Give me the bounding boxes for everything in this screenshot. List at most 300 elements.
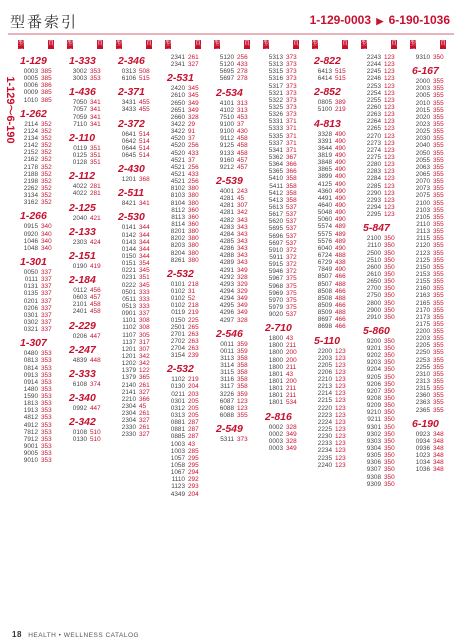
page-ref: 123 bbox=[384, 54, 395, 61]
page-ref: 371 bbox=[286, 125, 297, 133]
model-number: 8698 bbox=[317, 323, 332, 331]
model-number: 1800 bbox=[268, 342, 283, 350]
page-ref: 350 bbox=[384, 395, 395, 403]
page-ref: 123 bbox=[384, 161, 395, 169]
index-row bbox=[165, 192, 213, 199]
index-row bbox=[361, 285, 409, 292]
page-ref: 261 bbox=[139, 410, 150, 418]
index-row bbox=[165, 200, 213, 207]
page-ref: 337 bbox=[41, 276, 52, 284]
model-number: 1057 bbox=[170, 454, 185, 462]
model-number: 4293 bbox=[219, 280, 234, 288]
page-ref: 219 bbox=[335, 106, 346, 114]
index-row bbox=[18, 135, 66, 142]
model-number: 0102 bbox=[170, 295, 185, 303]
index-row bbox=[312, 202, 360, 209]
model-number: 2123 bbox=[415, 249, 430, 257]
page-ref: 350 bbox=[384, 278, 395, 286]
model-number: 6414 bbox=[317, 75, 332, 83]
model-number: 2244 bbox=[366, 61, 381, 69]
index-row bbox=[263, 225, 311, 232]
model-number: 1101 bbox=[122, 317, 136, 325]
index-row bbox=[263, 254, 311, 261]
page-ref: 123 bbox=[335, 440, 346, 448]
model-number: 0913 bbox=[23, 371, 38, 379]
model-number: 2365 bbox=[415, 406, 430, 414]
page-ref: 355 bbox=[237, 412, 248, 420]
page-ref: 122 bbox=[139, 367, 150, 375]
index-column bbox=[263, 40, 311, 452]
index-row bbox=[214, 164, 262, 171]
index-row bbox=[18, 283, 66, 290]
page-ref: 350 bbox=[384, 380, 395, 388]
model-number: 1800 bbox=[268, 363, 283, 371]
index-row bbox=[361, 424, 409, 431]
index-row bbox=[410, 452, 458, 459]
page-ref: 349 bbox=[237, 309, 248, 317]
page-ref: 352 bbox=[41, 170, 52, 178]
series-heading: 2-342 bbox=[69, 416, 96, 429]
page-ref: 349 bbox=[237, 266, 248, 274]
index-row bbox=[18, 436, 66, 443]
index-row bbox=[116, 289, 164, 296]
series-heading: 2-430 bbox=[118, 163, 145, 176]
index-row bbox=[18, 386, 66, 393]
model-number: 5362 bbox=[268, 153, 283, 161]
index-row bbox=[165, 317, 213, 324]
model-number: 0102 bbox=[170, 302, 185, 310]
page-ref: 342 bbox=[139, 360, 150, 368]
index-row bbox=[67, 215, 115, 222]
index-row bbox=[410, 257, 458, 264]
model-number: 2152 bbox=[23, 149, 38, 157]
index-row bbox=[165, 85, 213, 92]
model-number: 3433 bbox=[121, 106, 136, 114]
index-row bbox=[361, 125, 409, 132]
index-row bbox=[361, 250, 409, 257]
model-number: 1801 bbox=[268, 399, 283, 407]
page-ref: 353 bbox=[41, 407, 52, 415]
page-ref: 328 bbox=[286, 423, 297, 431]
model-number: 0101 bbox=[170, 280, 185, 288]
index-row bbox=[263, 304, 311, 311]
model-number: 5967 bbox=[268, 275, 283, 283]
model-number: 9112 bbox=[220, 135, 234, 143]
model-number: 2220 bbox=[317, 404, 332, 412]
page-ref: 355 bbox=[433, 370, 444, 378]
page-ref: 373 bbox=[286, 82, 297, 90]
index-row bbox=[263, 240, 311, 247]
model-number: 1480 bbox=[23, 385, 38, 393]
model-number: 2363 bbox=[415, 399, 430, 407]
model-number: 5968 bbox=[268, 282, 283, 290]
page-ref: 488 bbox=[335, 294, 346, 302]
index-row bbox=[165, 412, 213, 419]
model-number: 1123 bbox=[171, 483, 185, 491]
model-number: 0050 bbox=[23, 268, 38, 276]
page-ref: 352 bbox=[41, 163, 52, 171]
model-number: 2263 bbox=[366, 111, 381, 119]
index-row bbox=[214, 267, 262, 274]
model-number: 9010 bbox=[23, 457, 38, 465]
series-heading: 1-129 bbox=[20, 55, 47, 67]
series-heading: 2-511 bbox=[118, 187, 145, 200]
model-number: 2163 bbox=[415, 292, 430, 300]
index-row bbox=[361, 352, 409, 359]
page-ref: 353 bbox=[41, 414, 52, 422]
index-row bbox=[18, 422, 66, 429]
model-number: 5575 bbox=[317, 230, 332, 238]
model-number: 5321 bbox=[268, 89, 283, 97]
page-ref: 353 bbox=[41, 350, 52, 358]
index-row bbox=[312, 238, 360, 245]
index-row bbox=[263, 90, 311, 97]
page-ref: 433 bbox=[188, 170, 199, 178]
page-footer bbox=[12, 630, 139, 639]
model-number: 2510 bbox=[366, 256, 381, 264]
page-ref: 490 bbox=[335, 151, 346, 159]
index-row bbox=[312, 390, 360, 397]
model-number: 9020 bbox=[268, 311, 283, 319]
model-number: 2235 bbox=[317, 454, 332, 462]
page-ref: 380 bbox=[188, 235, 199, 243]
index-row bbox=[18, 156, 66, 163]
column-header bbox=[214, 40, 262, 56]
index-row bbox=[214, 107, 262, 114]
model-number: 9306 bbox=[366, 459, 381, 467]
model-number: 8114 bbox=[171, 220, 185, 228]
index-row bbox=[18, 223, 66, 230]
index-row bbox=[214, 114, 262, 121]
page-ref: 458 bbox=[90, 301, 101, 309]
index-row bbox=[18, 89, 66, 96]
page-ref: 353 bbox=[41, 393, 52, 401]
model-number: 0923 bbox=[415, 430, 430, 438]
index-row bbox=[410, 192, 458, 199]
model-number: 5325 bbox=[268, 103, 283, 111]
page-ref: 123 bbox=[335, 354, 346, 362]
model-number: 2015 bbox=[415, 106, 430, 114]
model-number: 6040 bbox=[317, 244, 332, 252]
model-number: 0881 bbox=[170, 419, 185, 427]
page-ref: 350 bbox=[384, 306, 395, 314]
index-row bbox=[165, 483, 213, 490]
index-row bbox=[18, 312, 66, 319]
series-heading: 2-530 bbox=[118, 211, 145, 224]
model-number: 2101 bbox=[72, 301, 87, 309]
model-number: 2230 bbox=[317, 433, 332, 441]
page-ref: 344 bbox=[139, 245, 150, 253]
model-number: 0644 bbox=[121, 144, 136, 152]
model-number: 2330 bbox=[121, 431, 136, 439]
model-header-label: 型番 bbox=[263, 41, 270, 56]
model-number: 2274 bbox=[366, 146, 381, 154]
series-heading: 5-860 bbox=[363, 324, 390, 337]
series-heading: 1-333 bbox=[69, 55, 96, 67]
page-ref: 353 bbox=[41, 457, 52, 465]
page-ref: 337 bbox=[41, 304, 52, 312]
page-ref: 489 bbox=[335, 223, 346, 231]
page-ref: 344 bbox=[139, 238, 150, 246]
model-number: 0002 bbox=[268, 430, 283, 438]
page-ref: 466 bbox=[335, 287, 346, 295]
page-ref: 343 bbox=[237, 230, 248, 238]
model-number: 9209 bbox=[366, 402, 381, 410]
model-header-label: 型番 bbox=[214, 41, 221, 56]
index-row bbox=[361, 388, 409, 395]
model-number: 0135 bbox=[23, 290, 38, 298]
index-row bbox=[165, 207, 213, 214]
model-number: 4296 bbox=[219, 309, 234, 317]
model-number: 2303 bbox=[72, 238, 87, 246]
index-row bbox=[214, 68, 262, 75]
page-ref: 355 bbox=[433, 149, 444, 157]
page-ref: 123 bbox=[335, 361, 346, 369]
model-number: 0302 bbox=[23, 318, 38, 326]
model-number: 5333 bbox=[268, 125, 283, 133]
model-number: 1913 bbox=[23, 407, 38, 415]
model-number: 3226 bbox=[219, 390, 234, 398]
index-row bbox=[116, 431, 164, 438]
index-row bbox=[312, 106, 360, 113]
page-ref: 355 bbox=[433, 92, 444, 100]
model-number: 4286 bbox=[219, 245, 234, 253]
series-heading: 2-532 bbox=[167, 363, 194, 376]
index-row bbox=[214, 309, 262, 316]
index-row bbox=[410, 78, 458, 85]
page-ref: 355 bbox=[433, 278, 444, 286]
page-ref: 366 bbox=[286, 168, 297, 176]
page-ref: 123 bbox=[335, 376, 346, 384]
page-ref: 348 bbox=[433, 459, 444, 467]
model-number: 0003 bbox=[23, 68, 38, 75]
page-ref: 123 bbox=[335, 397, 346, 405]
page-ref: 458 bbox=[237, 149, 248, 157]
index-row bbox=[361, 366, 409, 373]
index-row bbox=[116, 374, 164, 381]
page-ref: 355 bbox=[433, 213, 444, 221]
index-row bbox=[18, 97, 66, 104]
page-ref: 313 bbox=[237, 106, 248, 114]
range-start: 1-129-0003 bbox=[309, 13, 371, 27]
index-row bbox=[116, 75, 164, 82]
model-number: 9100 bbox=[219, 120, 234, 128]
page-ref: 490 bbox=[335, 173, 346, 181]
page-ref: 219 bbox=[188, 376, 199, 384]
index-row bbox=[361, 300, 409, 307]
model-number: 2290 bbox=[366, 189, 381, 197]
index-row bbox=[67, 381, 115, 388]
index-row bbox=[116, 410, 164, 417]
index-row bbox=[116, 417, 164, 424]
page-ref: 327 bbox=[139, 431, 150, 439]
index-row bbox=[361, 257, 409, 264]
page-ref: 317 bbox=[139, 338, 150, 346]
page-ref: 373 bbox=[286, 89, 297, 97]
index-row bbox=[165, 426, 213, 433]
page-ref: 373 bbox=[286, 75, 297, 83]
page-ref: 350 bbox=[384, 299, 395, 307]
page-ref: 458 bbox=[237, 135, 248, 143]
index-row bbox=[410, 54, 458, 61]
page-ref: 333 bbox=[139, 295, 150, 303]
page-ref: 352 bbox=[41, 192, 52, 200]
model-number: 8507 bbox=[317, 280, 332, 288]
index-row bbox=[67, 357, 115, 364]
index-row bbox=[361, 381, 409, 388]
model-number: 1801 bbox=[268, 385, 283, 393]
index-row bbox=[214, 391, 262, 398]
page-ref: 375 bbox=[286, 289, 297, 297]
page-ref: 287 bbox=[188, 433, 199, 441]
page-ref: 352 bbox=[41, 156, 52, 164]
model-number: 2005 bbox=[415, 92, 430, 100]
model-number: 8508 bbox=[317, 294, 332, 302]
page-ref: 349 bbox=[237, 302, 248, 310]
index-row bbox=[165, 476, 213, 483]
column-header bbox=[263, 40, 311, 56]
model-number: 1590 bbox=[23, 393, 38, 401]
index-row bbox=[361, 97, 409, 104]
model-number: 0211 bbox=[171, 390, 185, 398]
page-ref: 374 bbox=[90, 380, 101, 388]
model-number: 0321 bbox=[23, 326, 38, 334]
page-ref: 490 bbox=[335, 166, 346, 174]
page-ref: 489 bbox=[335, 237, 346, 245]
index-row bbox=[410, 445, 458, 452]
index-row bbox=[165, 455, 213, 462]
page-ref: 510 bbox=[90, 436, 101, 444]
model-number: 0130 bbox=[170, 383, 185, 391]
model-number: 0312 bbox=[170, 404, 185, 412]
index-row bbox=[18, 319, 66, 326]
page-ref: 352 bbox=[41, 184, 52, 192]
index-row bbox=[214, 259, 262, 266]
model-number: 0603 bbox=[72, 294, 87, 302]
page-ref: 43 bbox=[286, 335, 294, 343]
series-heading: 2-549 bbox=[216, 423, 243, 436]
index-row bbox=[410, 242, 458, 249]
index-row bbox=[18, 379, 66, 386]
index-row bbox=[67, 301, 115, 308]
index-row bbox=[214, 398, 262, 405]
index-row bbox=[263, 438, 311, 445]
page-ref: 355 bbox=[433, 270, 444, 278]
model-number: 0885 bbox=[170, 433, 185, 441]
index-row bbox=[410, 466, 458, 473]
model-number: 6729 bbox=[317, 259, 332, 267]
index-row bbox=[263, 161, 311, 168]
model-number: 2284 bbox=[366, 175, 381, 183]
model-number: 0142 bbox=[121, 231, 136, 239]
index-row bbox=[165, 150, 213, 157]
index-row bbox=[361, 54, 409, 61]
page-header-label: 頁 bbox=[195, 41, 202, 47]
model-number: 2110 bbox=[367, 242, 381, 250]
model-number: 2206 bbox=[317, 368, 332, 376]
page-ref: 345 bbox=[139, 267, 150, 275]
page-ref: 91 bbox=[188, 128, 196, 136]
model-number: 4125 bbox=[317, 180, 332, 188]
index-row bbox=[165, 157, 213, 164]
page-ref: 329 bbox=[237, 287, 248, 295]
index-row bbox=[214, 341, 262, 348]
page-ref: 350 bbox=[384, 423, 395, 431]
model-number: 4839 bbox=[72, 356, 87, 364]
model-number: 4294 bbox=[219, 295, 234, 303]
model-number: 0642 bbox=[121, 137, 136, 145]
page-ref: 358 bbox=[286, 189, 297, 197]
page-ref: 350 bbox=[384, 402, 395, 410]
page-ref: 466 bbox=[335, 316, 346, 324]
model-number: 2341 bbox=[170, 61, 185, 69]
page-ref: 263 bbox=[188, 330, 199, 338]
model-number: 4281 bbox=[219, 209, 234, 217]
page-ref: 355 bbox=[433, 142, 444, 150]
model-number: 0881 bbox=[170, 426, 185, 434]
index-row bbox=[361, 459, 409, 466]
model-number: 3644 bbox=[317, 144, 332, 152]
page-ref: 350 bbox=[384, 466, 395, 474]
index-row bbox=[410, 357, 458, 364]
page-ref: 438 bbox=[335, 259, 346, 267]
page-ref: 353 bbox=[41, 443, 52, 451]
model-number: 2304 bbox=[121, 402, 136, 410]
model-number: 2500 bbox=[366, 249, 381, 257]
index-row bbox=[361, 118, 409, 125]
page-ref: 348 bbox=[433, 452, 444, 460]
page-ref: 123 bbox=[384, 68, 395, 76]
index-row bbox=[410, 157, 458, 164]
index-row bbox=[18, 192, 66, 199]
page-ref: 340 bbox=[41, 223, 52, 231]
model-number: 2023 bbox=[415, 120, 430, 128]
page-ref: 345 bbox=[188, 92, 199, 100]
model-number: 2200 bbox=[317, 347, 332, 355]
index-row bbox=[165, 242, 213, 249]
model-number: 3115 bbox=[220, 369, 234, 377]
index-row bbox=[165, 309, 213, 316]
index-row bbox=[214, 202, 262, 209]
page-ref: 123 bbox=[384, 75, 395, 83]
model-number: 5910 bbox=[268, 246, 283, 254]
index-row bbox=[165, 331, 213, 338]
index-row bbox=[214, 54, 262, 61]
page-ref: 292 bbox=[188, 476, 199, 484]
index-row bbox=[361, 190, 409, 197]
page-ref: 351 bbox=[90, 159, 101, 167]
page-ref: 313 bbox=[237, 99, 248, 107]
page-ref: 355 bbox=[433, 306, 444, 314]
model-number: 2142 bbox=[23, 142, 38, 150]
page-ref: 337 bbox=[41, 283, 52, 291]
page-ref: 281 bbox=[90, 190, 101, 198]
index-row bbox=[361, 374, 409, 381]
page-ref: 373 bbox=[286, 68, 297, 76]
model-number: 0206 bbox=[23, 304, 38, 312]
model-number: 6108 bbox=[72, 380, 87, 388]
page-ref: 343 bbox=[237, 252, 248, 260]
index-row bbox=[18, 443, 66, 450]
model-number: 0936 bbox=[415, 445, 430, 453]
model-number: 9309 bbox=[366, 480, 381, 488]
model-number: 0901 bbox=[121, 310, 136, 318]
page-ref: 534 bbox=[286, 399, 297, 407]
model-number: 8203 bbox=[170, 242, 185, 250]
page-ref: 355 bbox=[433, 392, 444, 400]
model-number: 4520 bbox=[170, 149, 185, 157]
model-number: 2205 bbox=[415, 342, 430, 350]
